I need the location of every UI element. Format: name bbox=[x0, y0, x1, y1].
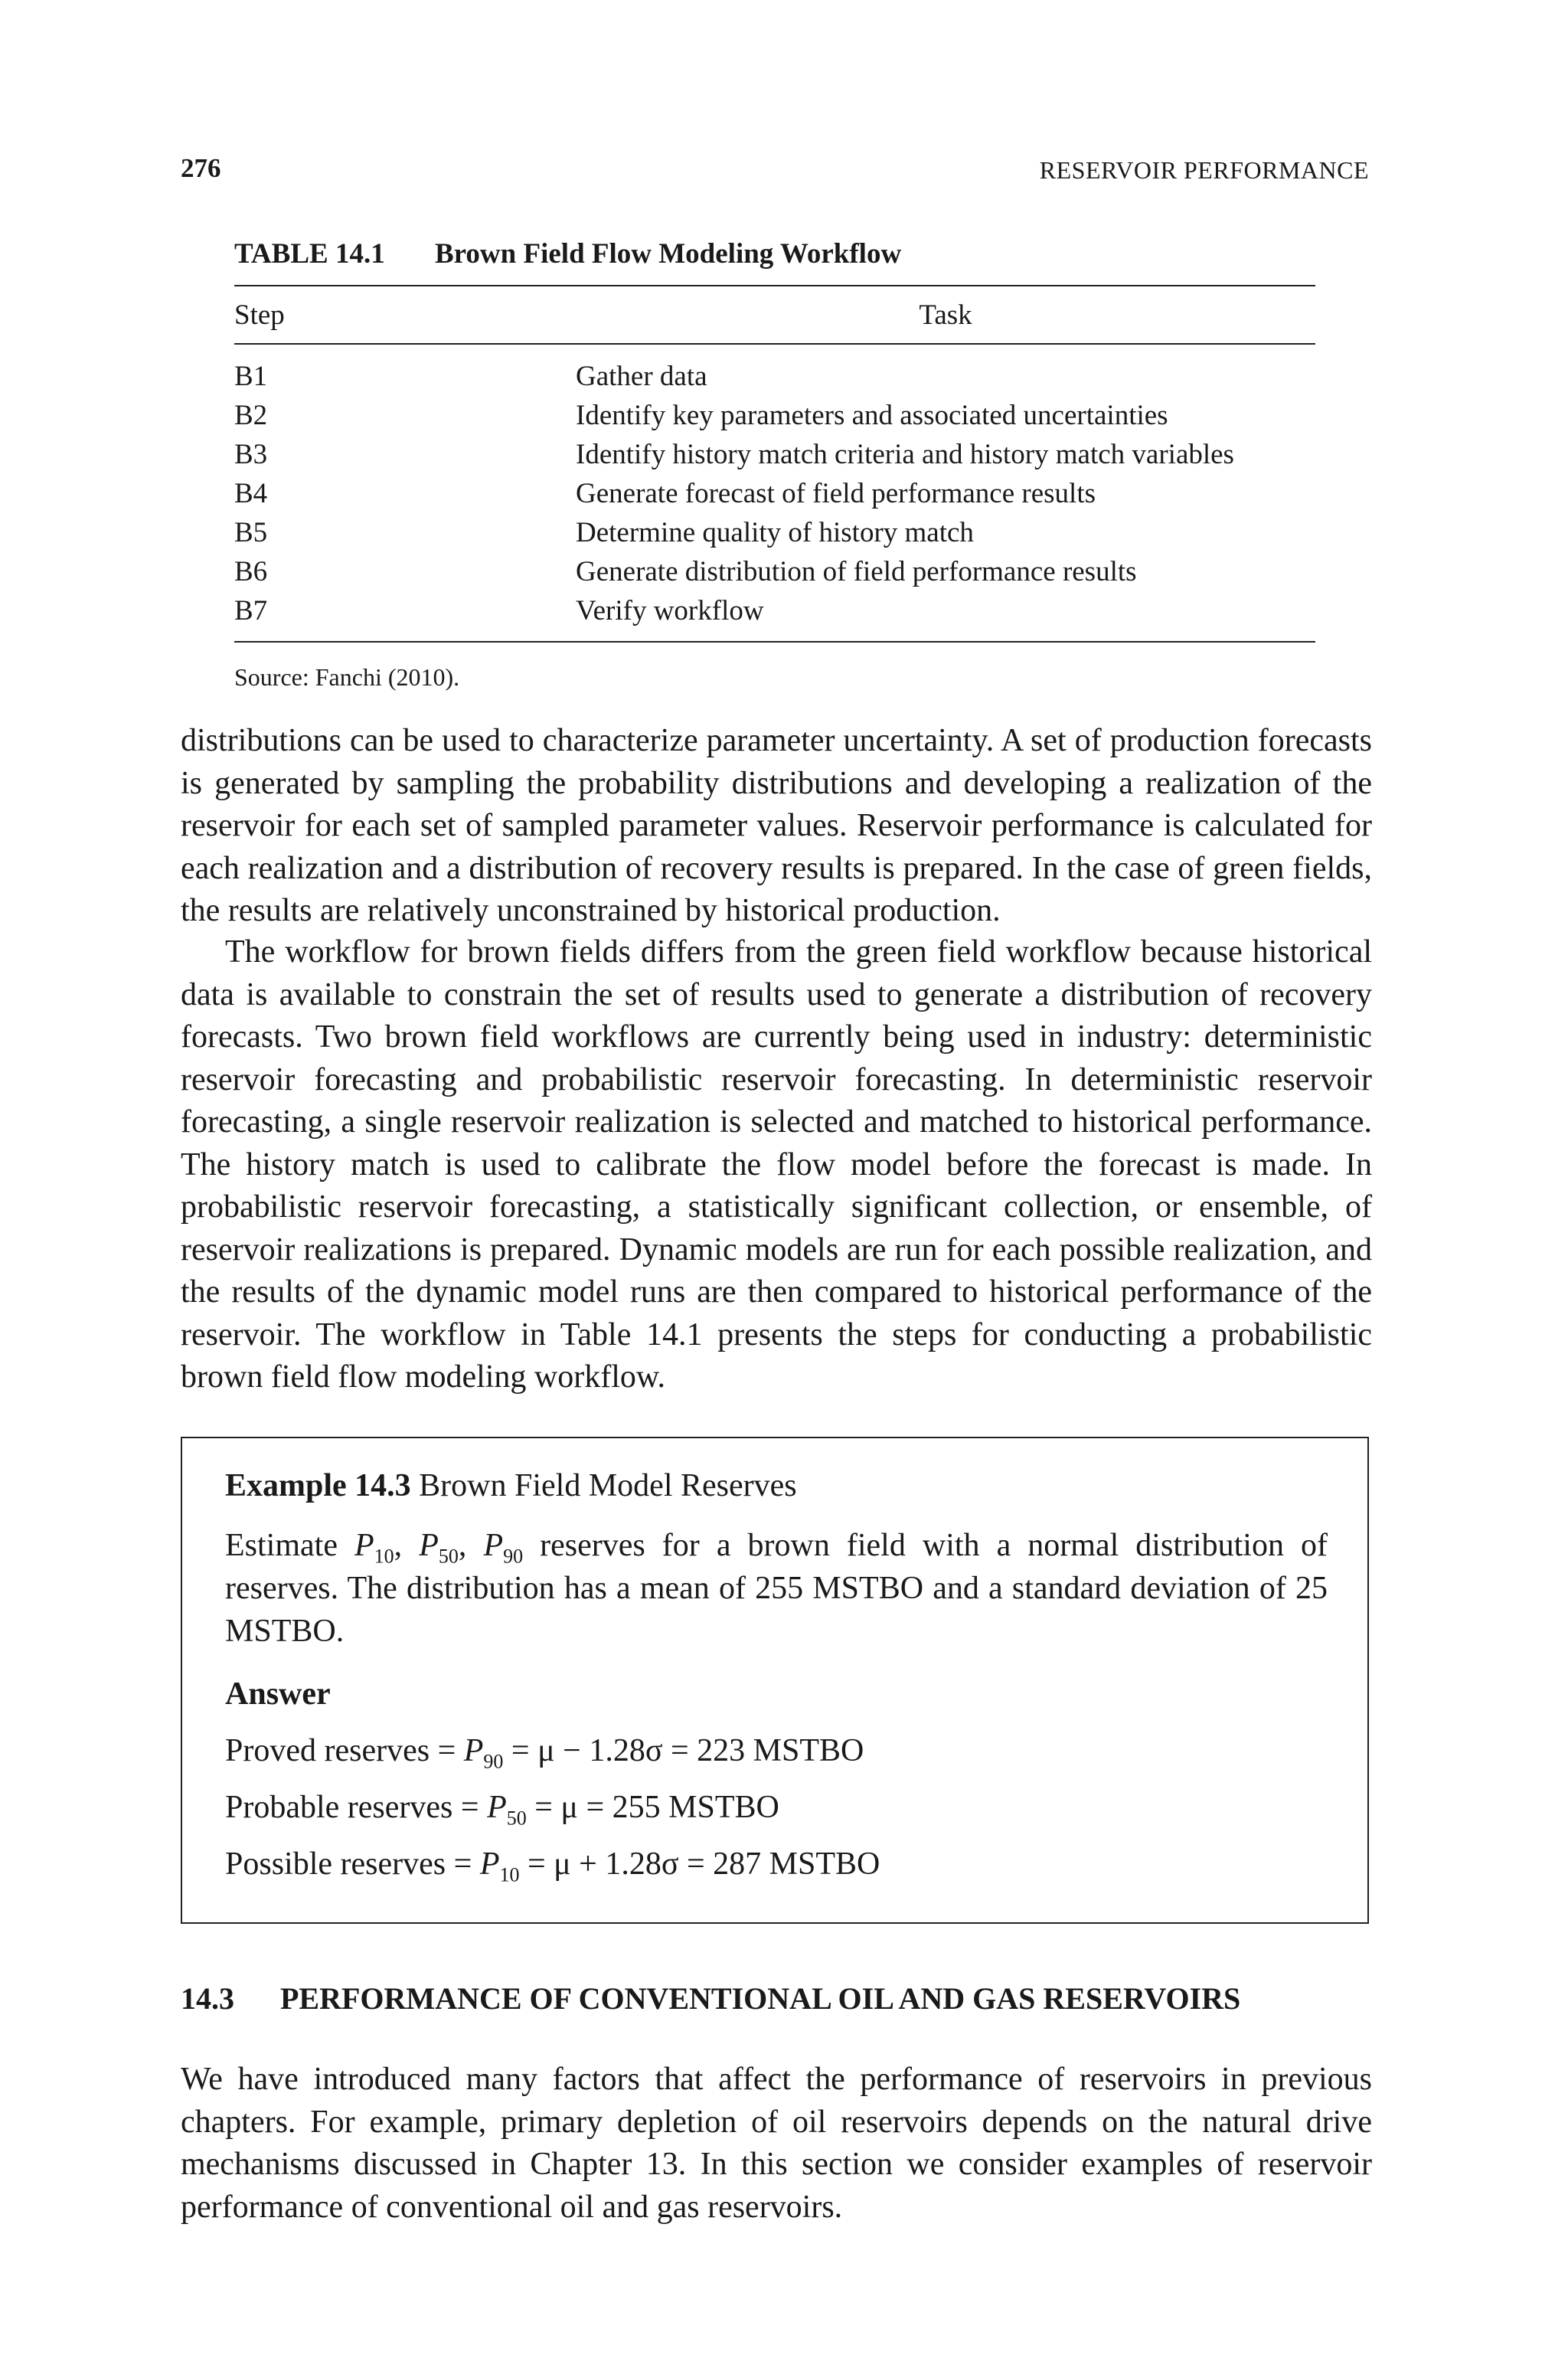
table-row bbox=[234, 435, 1315, 474]
step-cell: B5 bbox=[234, 517, 268, 548]
task-cell: Verify workflow bbox=[576, 591, 1315, 642]
step-cell: B6 bbox=[234, 556, 268, 587]
table-row bbox=[234, 513, 1315, 552]
table-caption bbox=[234, 237, 901, 270]
task-cell: Identify history match criteria and history match variables bbox=[576, 439, 1234, 470]
body-paragraph-2: The workflow for brown fields differs from the green field workflow because historical data is available to constrain the set of results used to generate a distribution of recovery forecasts. Two brown field workflows are currently being used in industry: deterministic reservoir forecasting and probabilistic reservoir forecasting. In deterministic reservoir forecasting, a single reservoir realization is selected and matched to historical performance. The history match is used to calibrate the flow model before the forecast is made. In probabilistic reservoir forecasting, a statistically significant collection, or ensemble, of reservoir realizations is prepared. Dynamic models are run for each possible realization, and the results of the dynamic model runs are then compared to historical performance of the reservoir. The workflow in Table 14.1 presents the steps for conducting a probabilistic brown field flow modeling workflow. bbox=[181, 934, 1372, 1395]
column-header-step: Step bbox=[234, 286, 576, 344]
section-paragraph: We have introduced many factors that affect the performance of reservoirs in previous chapters. For example, primary depletion of oil reservoirs depends on the natural drive mechanisms discussed in Chapter 13. In this section we consider examples of reservoir performance of conventional oil and gas reservoirs. bbox=[181, 2062, 1372, 2225]
table-row bbox=[234, 396, 1315, 435]
task-cell: Gather data bbox=[576, 361, 707, 392]
step-cell: B1 bbox=[234, 361, 268, 392]
column-header-task: Task bbox=[576, 286, 1315, 344]
running-head: RESERVOIR PERFORMANCE bbox=[1039, 156, 1369, 184]
example-heading: Brown Field Model Reserves bbox=[419, 1468, 797, 1503]
example-title bbox=[225, 1464, 1328, 1507]
page-number: 276 bbox=[181, 153, 221, 183]
task-cell: Generate forecast of field performance results bbox=[576, 478, 1096, 509]
table-source: Source: Fanchi (2010). bbox=[234, 663, 460, 691]
possible-reserves-formula: Possible reserves = $P_{10} = \mu + 1.28\sigma = 287$ MSTBO bbox=[225, 1846, 880, 1886]
step-cell: B7 bbox=[234, 591, 576, 642]
table-row bbox=[234, 591, 1315, 642]
workflow-table bbox=[234, 285, 1315, 643]
step-cell: B4 bbox=[234, 478, 268, 509]
example-problem: Estimate $P_{10}$, $P_{50}$, $P_{90}$ reserves for a brown field with a normal distribution of reserves. The distribution has a mean of 255 MSTBO and a standard deviation of 25 MSTBO. bbox=[225, 1528, 1328, 1649]
table-row bbox=[234, 474, 1315, 513]
table-row bbox=[234, 552, 1315, 591]
example-label: Example 14.3 bbox=[225, 1468, 411, 1503]
body-paragraph-1: distributions can be used to characterize parameter uncertainty. A set of production forecasts is generated by sampling the probability distributions and developing a realization of the reservoir for each set of sampled parameter values. Reservoir performance is calculated for each realization and a distribution of recovery results is prepared. In the case of green fields, the results are relatively unconstrained by historical production. bbox=[181, 723, 1372, 928]
table-caption-title: Brown Field Flow Modeling Workflow bbox=[435, 238, 902, 270]
probable-reserves-formula: Probable reserves = $P_{50} = \mu = 255$ MSTBO bbox=[225, 1790, 779, 1830]
section-title: PERFORMANCE OF CONVENTIONAL OIL AND GAS RESERVOIRS bbox=[280, 1981, 1241, 2016]
example-box bbox=[181, 1437, 1369, 1924]
section-heading bbox=[181, 1980, 1240, 2016]
table-caption-label: TABLE 14.1 bbox=[234, 238, 385, 270]
task-cell: Identify key parameters and associated uncertainties bbox=[576, 400, 1168, 431]
table-row bbox=[234, 344, 1315, 396]
section-number: 14.3 bbox=[181, 1981, 234, 2016]
step-cell: B2 bbox=[234, 400, 268, 431]
proved-reserves-formula: Proved reserves = $P_{90} = \mu - 1.28\sigma = 223$ MSTBO bbox=[225, 1733, 864, 1773]
table-header-row bbox=[234, 286, 1315, 344]
task-cell: Generate distribution of field performance results bbox=[576, 556, 1137, 587]
step-cell: B3 bbox=[234, 439, 268, 470]
task-cell: Determine quality of history match bbox=[576, 517, 974, 548]
answer-heading: Answer bbox=[225, 1676, 331, 1712]
